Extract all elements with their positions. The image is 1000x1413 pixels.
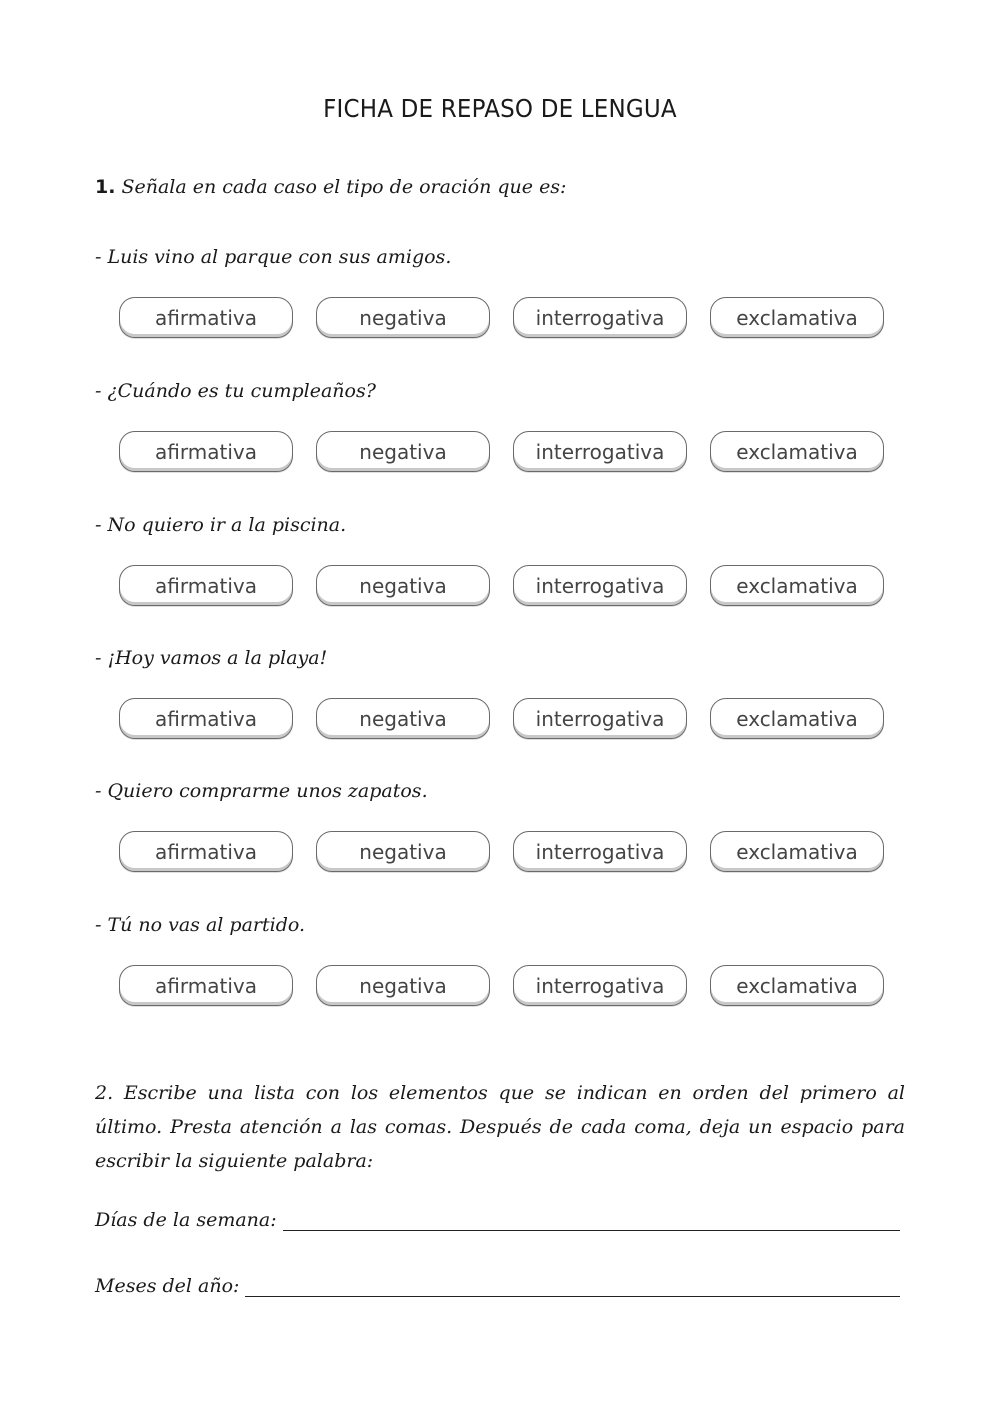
option-interrogativa[interactable]: interrogativa (513, 565, 687, 606)
option-group (119, 831, 899, 875)
sentence-text: - Luis vino al parque con sus amigos. (95, 246, 452, 268)
option-exclamativa[interactable]: exclamativa (710, 565, 884, 606)
option-afirmativa[interactable]: afirmativa (119, 431, 293, 472)
sentence-text: - Tú no vas al partido. (95, 914, 306, 936)
option-group (119, 297, 899, 341)
sentence-text: - ¿Cuándo es tu cumpleaños? (95, 380, 376, 402)
option-negativa[interactable]: negativa (316, 431, 490, 472)
exercise-1-number: 1. (95, 176, 116, 198)
sentence-text: - ¡Hoy vamos a la playa! (95, 647, 328, 669)
option-afirmativa[interactable]: afirmativa (119, 965, 293, 1006)
option-afirmativa[interactable]: afirmativa (119, 831, 293, 872)
fill-row-meses (95, 1274, 900, 1297)
exercise-1-instruction-text: Señala en cada caso el tipo de oración que es: (121, 176, 567, 198)
sentence-item-2 (95, 376, 915, 464)
meses-label: Meses del año: (95, 1275, 240, 1297)
sentence-text: - Quiero comprarme unos zapatos. (95, 780, 428, 802)
sentence-item-5 (95, 776, 915, 864)
option-interrogativa[interactable]: interrogativa (513, 297, 687, 338)
meses-ano-input[interactable] (245, 1274, 900, 1297)
option-afirmativa[interactable]: afirmativa (119, 297, 293, 338)
option-group (119, 431, 899, 475)
sentence-item-1 (95, 242, 915, 330)
option-exclamativa[interactable]: exclamativa (710, 431, 884, 472)
option-negativa[interactable]: negativa (316, 698, 490, 739)
dias-label: Días de la semana: (95, 1209, 277, 1231)
sentence-text: - No quiero ir a la piscina. (95, 514, 347, 536)
option-afirmativa[interactable]: afirmativa (119, 698, 293, 739)
option-group (119, 965, 899, 1009)
option-interrogativa[interactable]: interrogativa (513, 965, 687, 1006)
option-group (119, 698, 899, 742)
option-exclamativa[interactable]: exclamativa (710, 965, 884, 1006)
sentence-item-3 (95, 510, 915, 598)
option-negativa[interactable]: negativa (316, 297, 490, 338)
option-group (119, 565, 899, 609)
page-title: FICHA DE REPASO DE LENGUA (323, 94, 677, 123)
fill-row-dias (95, 1208, 900, 1231)
dias-semana-input[interactable] (283, 1208, 900, 1231)
option-afirmativa[interactable]: afirmativa (119, 565, 293, 606)
option-exclamativa[interactable]: exclamativa (710, 831, 884, 872)
option-negativa[interactable]: negativa (316, 831, 490, 872)
exercise-1-instruction (95, 176, 566, 198)
option-negativa[interactable]: negativa (316, 965, 490, 1006)
option-interrogativa[interactable]: interrogativa (513, 831, 687, 872)
sentence-item-4 (95, 643, 915, 731)
option-negativa[interactable]: negativa (316, 565, 490, 606)
exercise-2-instruction: 2. Escribe una lista con los elementos que se indican en orden del primero al último. Presta atención a las comas. Después de cada coma, deja un espacio para escribir la siguiente palabra: (95, 1082, 905, 1172)
option-exclamativa[interactable]: exclamativa (710, 297, 884, 338)
sentence-item-6 (95, 910, 915, 998)
option-exclamativa[interactable]: exclamativa (710, 698, 884, 739)
option-interrogativa[interactable]: interrogativa (513, 698, 687, 739)
option-interrogativa[interactable]: interrogativa (513, 431, 687, 472)
